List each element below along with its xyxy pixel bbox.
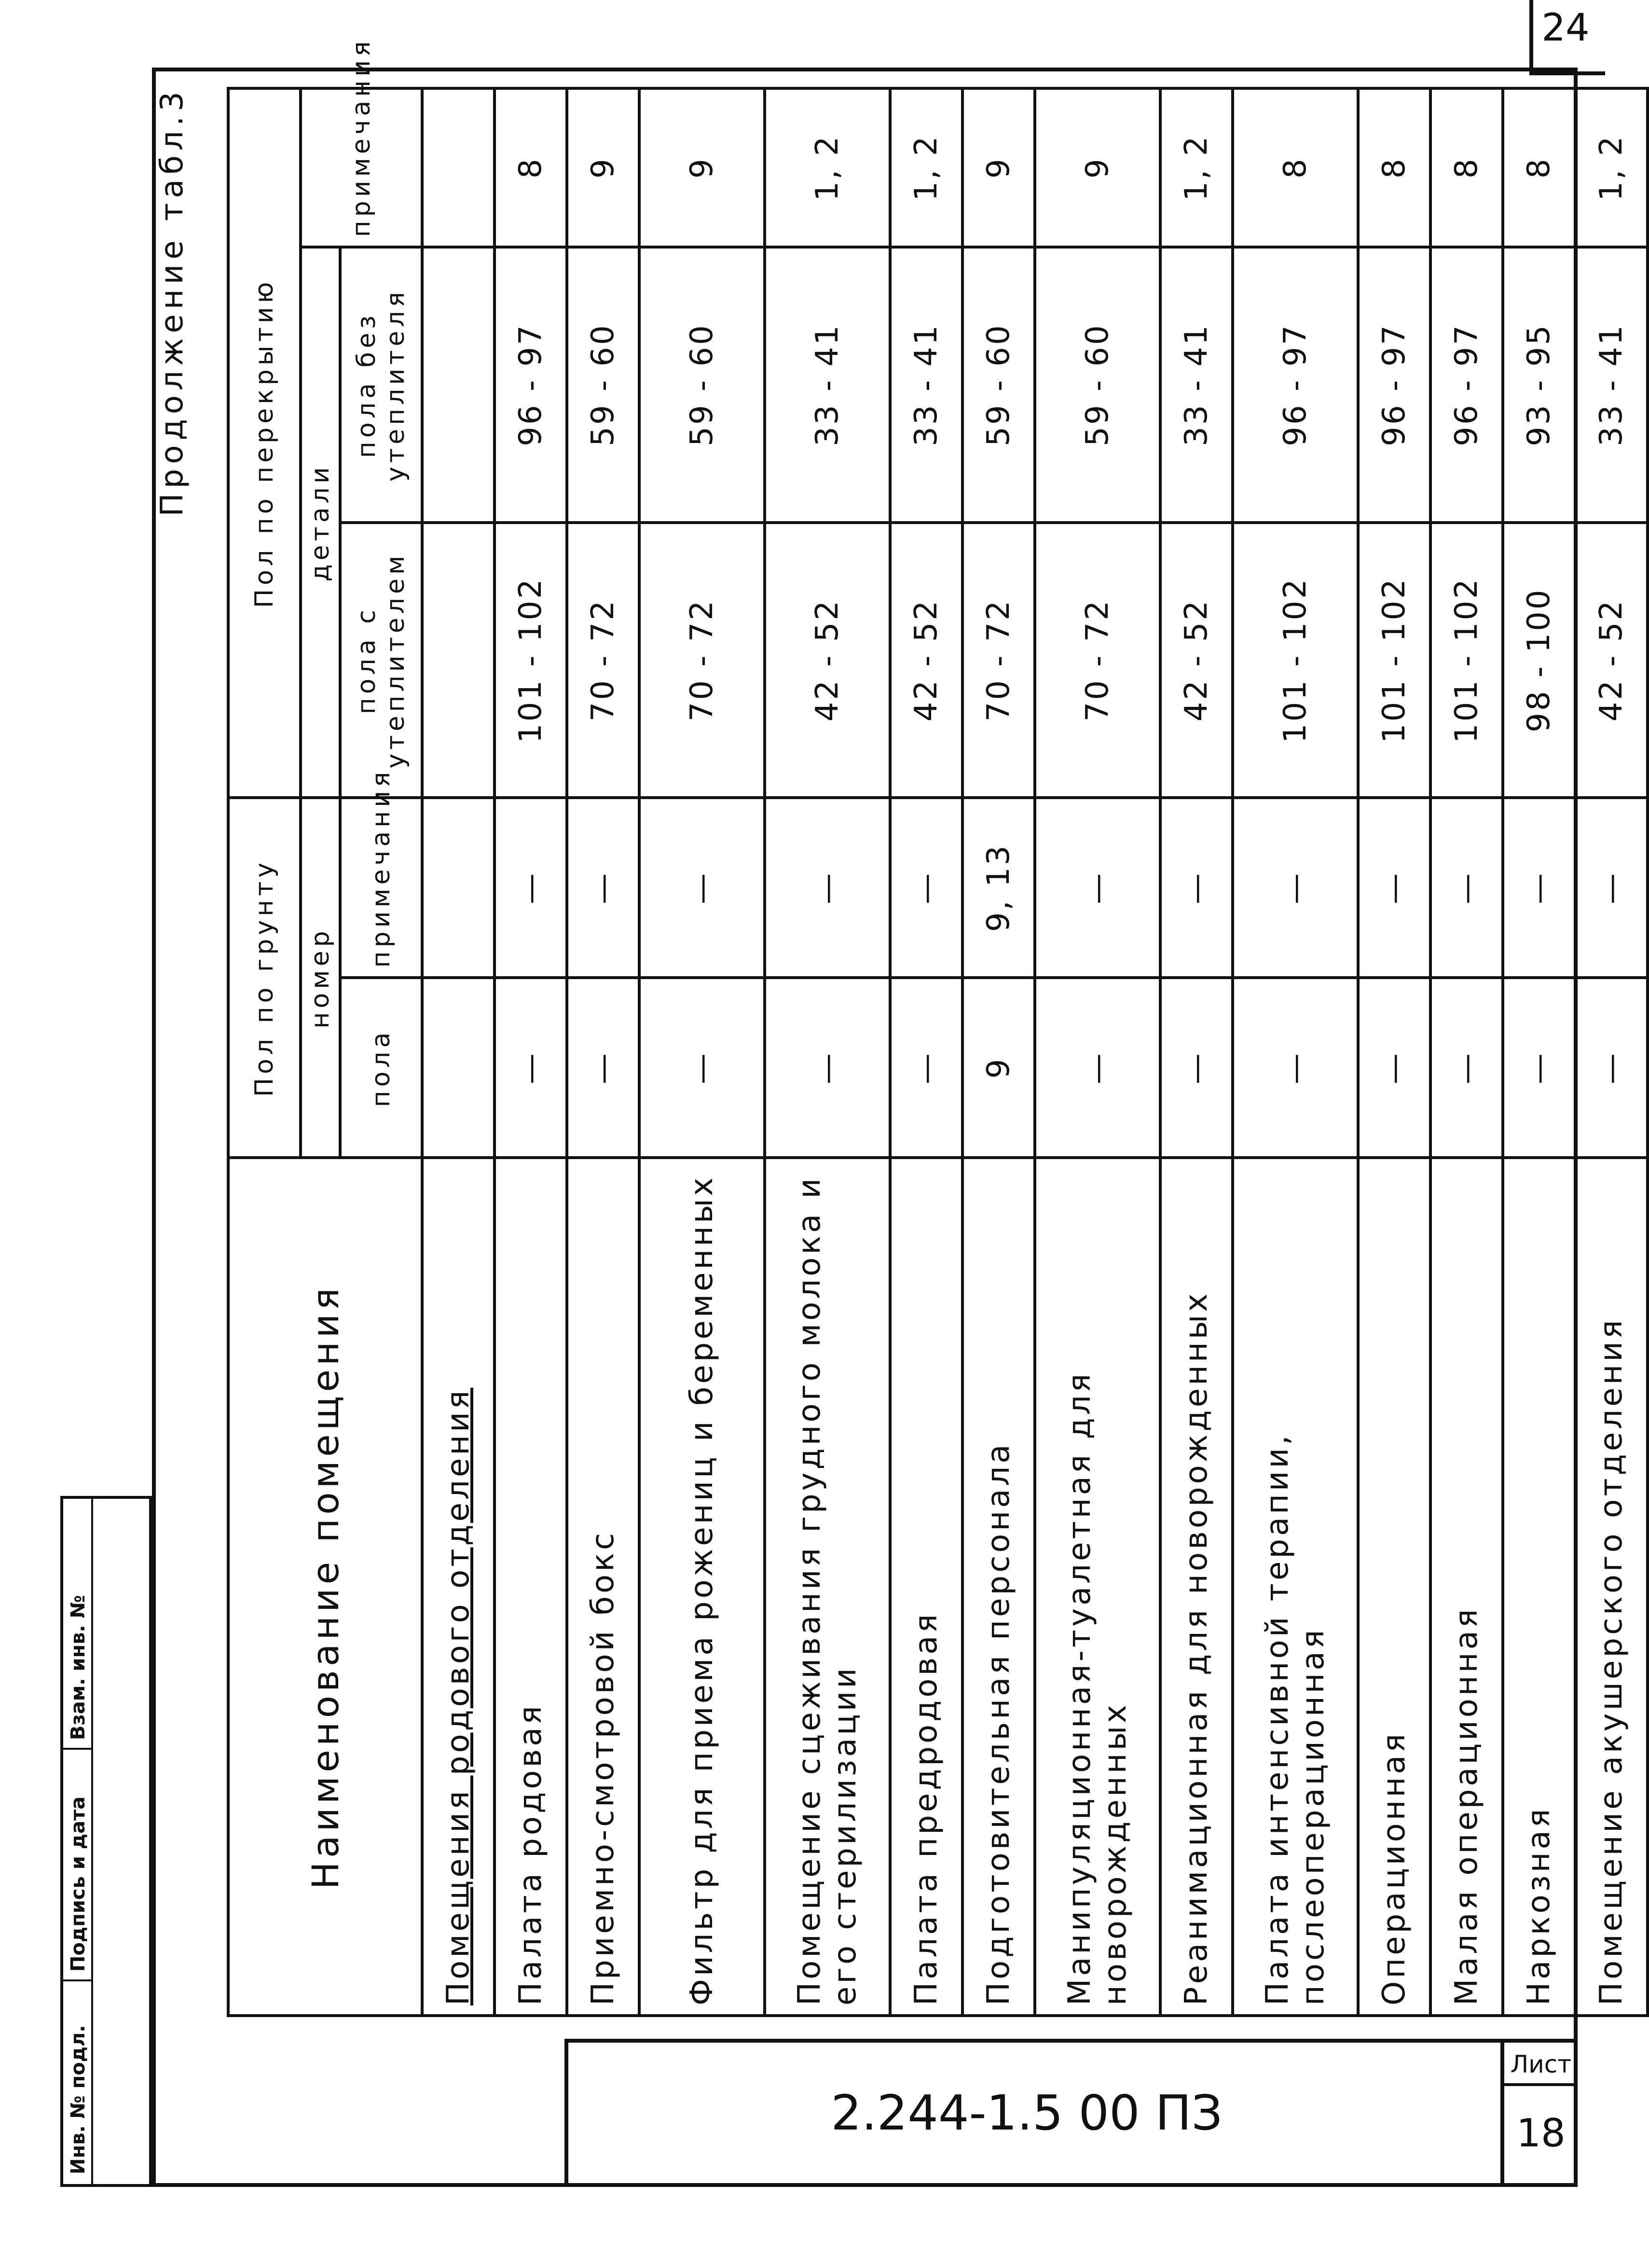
ground-floor-number: — (639, 978, 765, 1158)
ground-notes: — (495, 798, 567, 978)
slab-notes: 1, 2 (765, 88, 890, 247)
ground-floor-number: — (1160, 978, 1233, 1158)
table-row (765, 88, 890, 2016)
with-insulation: 101 - 102 (495, 523, 567, 798)
without-insulation: 96 - 97 (1358, 247, 1430, 523)
table-row (1233, 88, 1358, 2016)
stamp-label-vzam: Взам. инв. № (67, 1595, 89, 1740)
slab-notes: 1, 2 (1160, 88, 1233, 247)
without-insulation: 59 - 60 (567, 247, 639, 523)
header-number: номер (301, 798, 340, 1158)
table-row (1575, 88, 1648, 2016)
stamp-label-inv: Инв. № подл. (67, 2025, 89, 2174)
with-insulation: 70 - 72 (639, 523, 765, 798)
room-name: Подготовительная персонала (962, 1158, 1035, 2016)
stamp-cell-vzam (63, 1499, 91, 1750)
without-insulation: 59 - 60 (639, 247, 765, 523)
room-name: Палата предродовая (890, 1158, 962, 2016)
without-insulation: 96 - 97 (495, 247, 567, 523)
room-name: Операционная (1358, 1158, 1430, 2016)
header-slab-notes: примечания (301, 88, 422, 247)
sheet-box (1500, 2043, 1578, 2183)
with-insulation: 42 - 52 (1160, 523, 1233, 798)
without-insulation: 96 - 97 (1233, 247, 1358, 523)
without-insulation: 59 - 60 (1035, 247, 1160, 523)
table-row (1035, 88, 1160, 2016)
room-name: Реанимационная для новорожденных (1160, 1158, 1233, 2016)
with-insulation: 101 - 102 (1430, 523, 1503, 798)
ground-floor-number: — (1035, 978, 1160, 1158)
without-insulation: 33 - 41 (890, 247, 962, 523)
header-with-insul: пола с утеплителем (340, 523, 422, 798)
room-name: Помещение сцеживания грудного молока и его стерилизации (765, 1158, 890, 2016)
without-insulation: 33 - 41 (765, 247, 890, 523)
with-insulation: 70 - 72 (1035, 523, 1160, 798)
header-name: Наименование помещения (228, 1158, 422, 2016)
slab-notes: 1, 2 (890, 88, 962, 247)
ground-notes (422, 798, 495, 978)
room-name: Малая операционная (1430, 1158, 1503, 2016)
room-name: Приемно-смотровой бокс (567, 1158, 639, 2016)
with-insulation: 42 - 52 (1575, 523, 1648, 798)
sheet-number: 18 (1516, 2111, 1566, 2156)
table-row (1358, 88, 1430, 2016)
stamp-cell-inv (63, 1981, 91, 2184)
slab-notes: 8 (1233, 88, 1358, 247)
header-slab: Пол по перекрытию (228, 88, 301, 798)
room-name: Наркозная (1503, 1158, 1575, 2016)
ground-floor-number: — (1575, 978, 1648, 1158)
ground-notes: 9, 13 (962, 798, 1035, 978)
stamp-column-1 (63, 1499, 93, 2184)
header-ground-floor: пола (340, 978, 422, 1158)
slab-notes (422, 88, 495, 247)
ground-floor-number: — (1503, 978, 1575, 1158)
ground-floor-number: — (495, 978, 567, 1158)
title-block (564, 2039, 1578, 2187)
stamp-label-podpis: Подпись и дата (67, 1796, 89, 1972)
slab-notes: 9 (639, 88, 765, 247)
header-details: детали (301, 247, 340, 798)
ground-notes: — (1035, 798, 1160, 978)
ground-notes: — (890, 798, 962, 978)
table-row (1160, 88, 1233, 2016)
with-insulation: 98 - 100 (1503, 523, 1575, 798)
header-ground: Пол по грунту (228, 798, 301, 1158)
margin-stamp (60, 1496, 152, 2187)
without-insulation: 93 - 95 (1503, 247, 1575, 523)
ground-notes: — (1358, 798, 1430, 978)
ground-notes: — (1233, 798, 1358, 978)
ground-notes: — (1160, 798, 1233, 978)
rooms-table-rotated (154, 37, 1629, 2017)
slab-notes: 8 (1430, 88, 1503, 247)
table-row (495, 88, 567, 2016)
with-insulation: 101 - 102 (1233, 523, 1358, 798)
slab-notes: 9 (1035, 88, 1160, 247)
room-name: Помещения родового отделения (422, 1158, 495, 2016)
slab-notes: 9 (567, 88, 639, 247)
stamp-cell-podpis (63, 1750, 91, 1981)
ground-notes: — (765, 798, 890, 978)
with-insulation (422, 523, 495, 798)
ground-floor-number: — (765, 978, 890, 1158)
ground-notes: — (1430, 798, 1503, 978)
ground-notes: — (1575, 798, 1648, 978)
without-insulation (422, 247, 495, 523)
rooms-table (227, 37, 1649, 2017)
ground-floor-number: — (567, 978, 639, 1158)
ground-floor-number: — (1358, 978, 1430, 1158)
room-name: Помещение акушерского отделения (1575, 1158, 1648, 2016)
table-row (639, 88, 765, 2016)
table-body (422, 88, 1648, 2016)
ground-notes: — (639, 798, 765, 978)
ground-floor-number: — (1430, 978, 1503, 1158)
with-insulation: 42 - 52 (765, 523, 890, 798)
with-insulation: 101 - 102 (1358, 523, 1430, 798)
document-code: 2.244-1.5 00 ПЗ (831, 2085, 1223, 2141)
room-name: Фильтр для приема рожениц и беременных (639, 1158, 765, 2016)
header-without-insul: пола без утеплителя (340, 247, 422, 523)
with-insulation: 42 - 52 (890, 523, 962, 798)
without-insulation: 59 - 60 (962, 247, 1035, 523)
slab-notes: 8 (1358, 88, 1430, 247)
ground-notes: — (567, 798, 639, 978)
slab-notes: 9 (962, 88, 1035, 247)
without-insulation: 96 - 97 (1430, 247, 1503, 523)
ground-floor-number: 9 (962, 978, 1035, 1158)
sheet-label: Лист (1504, 2043, 1578, 2086)
table-row (1430, 88, 1503, 2016)
without-insulation: 33 - 41 (1160, 247, 1233, 523)
slab-notes: 1, 2 (1575, 88, 1648, 247)
table-row (1503, 88, 1575, 2016)
room-name: Манипуляционная-туалетная для новорожденных (1035, 1158, 1160, 2016)
with-insulation: 70 - 72 (962, 523, 1035, 798)
table-row (890, 88, 962, 2016)
slab-notes: 8 (495, 88, 567, 247)
ground-floor-number (422, 978, 495, 1158)
slab-notes: 8 (1503, 88, 1575, 247)
table-row (962, 88, 1035, 2016)
header-ground-notes: примечания (340, 798, 422, 978)
room-name: Палата родовая (495, 1158, 567, 2016)
table-row (422, 88, 495, 2016)
ground-notes: — (1503, 798, 1575, 978)
ground-floor-number: — (1233, 978, 1358, 1158)
table-caption: Продолжение табл.3 (154, 87, 190, 517)
without-insulation: 33 - 41 (1575, 247, 1648, 523)
ground-floor-number: — (890, 978, 962, 1158)
page-number: 24 (1541, 6, 1590, 50)
table-row (567, 88, 639, 2016)
with-insulation: 70 - 72 (567, 523, 639, 798)
room-name: Палата интенсивной терапии, послеоперационная (1233, 1158, 1358, 2016)
